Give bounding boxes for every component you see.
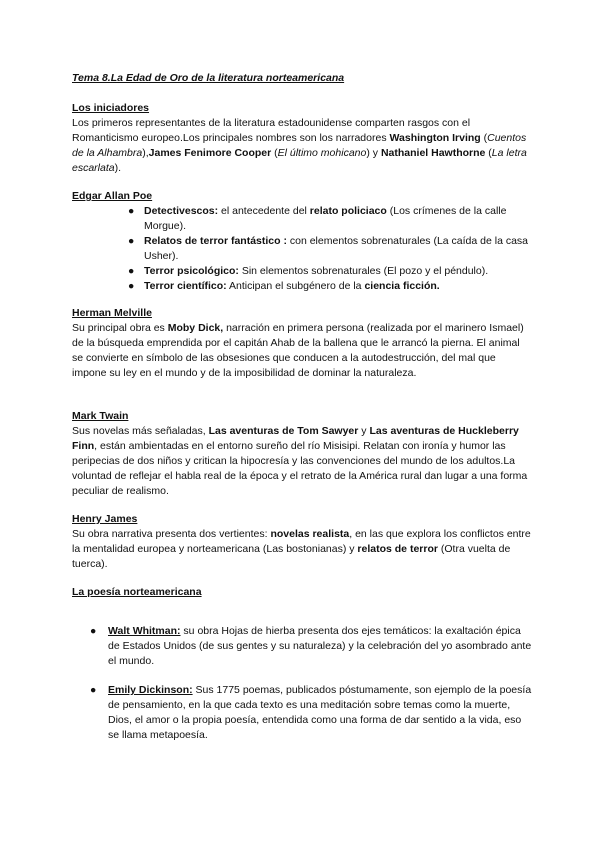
section-melville	[72, 306, 532, 381]
paragraph-james: Su obra narrativa presenta dos vertientes: novelas realista, en las que explora los conflictos entre la mentalidad europea y norteamericana (Las bostonianas) y relatos de terror (Otra vuelta de tuerca).	[72, 528, 531, 570]
section-james	[72, 512, 532, 572]
heading-melville: Herman Melville	[72, 307, 152, 319]
section-iniciadores	[72, 101, 532, 176]
poesia-list	[72, 624, 532, 743]
section-twain	[72, 409, 532, 499]
list-item: ● Terror científico: Anticipan el subgénero de la ciencia ficción.	[128, 280, 440, 292]
heading-james: Henry James	[72, 513, 138, 525]
list-item: ● Relatos de terror fantástico : con elementos sobrenaturales (La caída de la casa Usher).	[128, 235, 529, 262]
section-poesia	[72, 585, 532, 757]
paragraph-melville: Su principal obra es Moby Dick, narración en primera persona (realizada por el marinero Ismael) de la búsqueda emprendida por el capitán Ahab de la ballena que le arrancó la pierna. El animal se convierte en símbolo de las obsesiones que conducen a la autodestrucción, del mal que impone su ley en el mundo y de la imposibilidad de dominar la naturaleza.	[72, 322, 524, 379]
bullet-icon: ●	[90, 684, 97, 696]
heading-poesia: La poesía norteamericana	[72, 586, 202, 598]
list-item: ● Emily Dickinson: Sus 1775 poemas, publicados póstumamente, son ejemplo de la poesía de pensamiento, en la que cada texto es una meditación sobre temas como la muerte, Dios, el amor o la propia poesía, entendida como una forma de dar sentido a la vida, eso se llama metapoesía.	[90, 684, 532, 741]
paragraph-iniciadores: Los primeros representantes de la literatura estadounidense comparten rasgos con el Romanticismo europeo.Los principales nombres son los narradores Washington Irving (Cuentos de la Alhambra),James Fenimore Cooper (El último mohicano) y Nathaniel Hawthorne (La letra escarlata).	[72, 117, 527, 174]
list-item: ● Terror psicológico: Sin elementos sobrenaturales (El pozo y el péndulo).	[128, 265, 489, 277]
heading-poe: Edgar Allan Poe	[72, 190, 153, 202]
page-title: Tema 8.La Edad de Oro de la literatura norteamericana	[72, 72, 345, 84]
heading-twain: Mark Twain	[72, 410, 129, 422]
bullet-icon: ●	[128, 280, 135, 292]
bullet-icon: ●	[128, 265, 135, 277]
bullet-icon: ●	[90, 625, 97, 637]
paragraph-twain: Sus novelas más señaladas, Las aventuras de Tom Sawyer y Las aventuras de Huckleberry Finn, están ambientadas en el entorno sureño del río Misisipi. Relatan con ironía y humor las peripecias de dos niños y critican la hipocresía y las convenciones del mundo de los adultos.La voluntad de reflejar el habla real de la época y el retrato de la América rural dan lugar a una forma peculiar de realismo.	[72, 425, 528, 497]
bullet-icon: ●	[128, 235, 135, 247]
section-poe	[72, 189, 532, 294]
list-item: ● Walt Whitman: su obra Hojas de hierba presenta dos ejes temáticos: la exaltación épica de Estados Unidos (de sus gentes y su naturaleza) y la celebración del yo asombrado ante el mundo.	[90, 625, 532, 667]
list-item: ● Detectivescos: el antecedente del relato policiaco (Los crímenes de la calle Morgue).	[128, 205, 507, 232]
poe-list	[72, 204, 532, 294]
heading-iniciadores: Los iniciadores	[72, 102, 150, 114]
bullet-icon: ●	[128, 205, 135, 217]
